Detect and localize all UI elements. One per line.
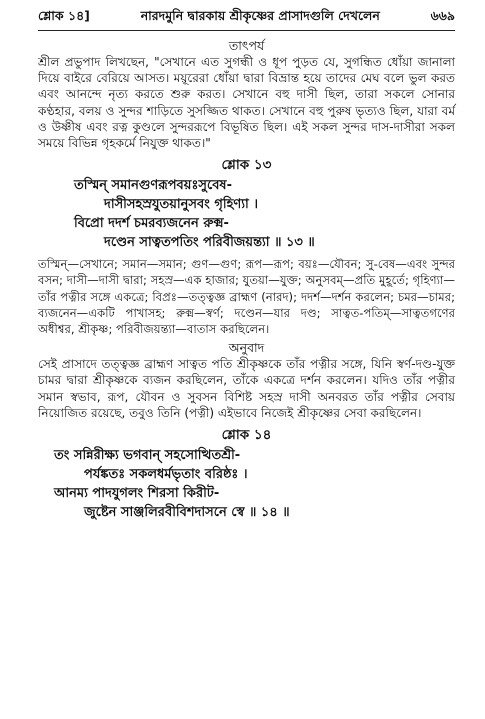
verse-13-line-2: দাসীসহস্রযুতয়ানুসবং গৃহিণ্যা । bbox=[104, 197, 258, 213]
verse-14-line-4: জুষ্টেন সাঞ্জলিরবীবিশদাসনে স্বে ॥ ১৪ ॥ bbox=[84, 505, 290, 521]
verse-13-heading: শ্লোক ১৩ bbox=[221, 157, 272, 174]
header-page-number: ৬৬৯ bbox=[430, 8, 455, 23]
translation-heading: অনুবাদ bbox=[228, 340, 265, 356]
header-chapter-title: নারদমুনি দ্বারকায় শ্রীকৃষ্ণের প্রাসাদগুলি দেখলেন bbox=[140, 8, 380, 23]
verse-13-synonyms: তস্মিন্—সেখানে; সমান—সমান; গুণ—গুণ; রূপ—রূপ; বয়ঃ—যৌবন; সু-বেষ—এবং সুন্দর বসন; দাসী—দাসী দ্বারা; সহস্র—এক হাজার; যুতয়া—যুক্ত; অনুসবম্—প্রতি মুহূর্তে; গৃহিণ্যা—তাঁর পত্নীর সঙ্গে একত্রে; বিপ্রঃ—তত্ত্বজ্ঞ ব্রাহ্মণ (নারদ); দদর্শ—দর্শন করলেন; চমর—চামর; ব্যজনেন—একটি পাখাসহ; রুক্ম—স্বর্ণ; দণ্ডেন—যার দণ্ড; সাত্বত-পতিম্—সাত্বতগণের অধীশ্বর, শ্রীকৃষ্ণ; পরিবীজয়ন্ত্যা—বাতাস করছিলেন। bbox=[38, 257, 455, 337]
verse-14-heading: শ্লোক ১৪ bbox=[221, 427, 272, 444]
verse-14-line-3: আনম্য পাদযুগলং শিরসা কিরীট- bbox=[54, 486, 220, 502]
verse-14-line-1: তং সন্নিরীক্ষ্য ভগবান্ সহসোত্থিতশ্রী- bbox=[54, 448, 241, 464]
verse-13-text bbox=[38, 176, 455, 252]
verse-14-line-2: পর্যঙ্কতঃ সকলধর্মভৃতাং বরিষ্ঠঃ । bbox=[84, 467, 248, 483]
verse-13-line-1: তস্মিন্ সমানগুণরূপবয়ঃসুবেষ- bbox=[74, 178, 232, 194]
verse-13-line-4: দণ্ডেন সাত্বতপতিং পরিবীজয়ন্ত্যা ॥ ১৩ ॥ bbox=[104, 235, 315, 251]
purport-heading: তাৎপর্য bbox=[228, 38, 265, 53]
running-header bbox=[38, 8, 455, 31]
verse-14-text bbox=[38, 446, 455, 522]
verse-13-line-3: বিপ্রো দদর্শ চমরব্যজনেন রুক্ম- bbox=[74, 216, 229, 232]
purport-text: শ্রীল প্রভুপাদ লিখছেন, "সেখানে এত সুগন্ধী ও ধূপ পুড়ত যে, সুগন্ধিত ধোঁয়া জানালা দিয়ে বাইরে বেরিয়ে আসত। ময়ূরেরা ধোঁয়া দ্বারা বিভ্রান্ত হয়ে তাদের মেঘ বলে ভুল করত এবং আনন্দে নৃত্য করতে শুরু করত। সেখানে বহু দাসী ছিল, তারা সকলে সোনার কণ্ঠহার, বলয় ও সুন্দর শাড়িতে সুসজ্জিত থাকত। সেখানে বহু পুরুষ ভৃত্যও ছিল, যারা বর্ম ও উষ্ণীষ এবং রত্ন কুণ্ডলে সুন্দররূপে বিভূষিত ছিল। এই সকল সুন্দর দাস-দাসীরা সকল সময়ে বিভিন্ন গৃহকর্মে নিযুক্ত থাকত।" bbox=[38, 55, 455, 151]
verse-13-translation: সেই প্রাসাদে তত্ত্বজ্ঞ ব্রাহ্মণ সাত্বত পতি শ্রীকৃষ্ণকে তাঁর পত্নীর সঙ্গে, যিনি স্বর্ণ-দণ্ড-যুক্ত চামর দ্বারা শ্রীকৃষ্ণকে ব্যজন করছিলেন, তাঁকে একত্রে দর্শন করলেন। যদিও তাঁর পত্নীর সমান স্বভাব, রূপ, যৌবন ও সুবসন বিশিষ্ট সহস্র দাসী অনবরত তাঁর পত্নীর সেবায় নিয়োজিত রয়েছে, তবুও তিনি (পত্নী) এইভাবে নিজেই শ্রীকৃষ্ণের সেবা করছিলেন। bbox=[38, 357, 455, 420]
header-verse-ref: শ্লোক ১৪] bbox=[38, 8, 90, 23]
